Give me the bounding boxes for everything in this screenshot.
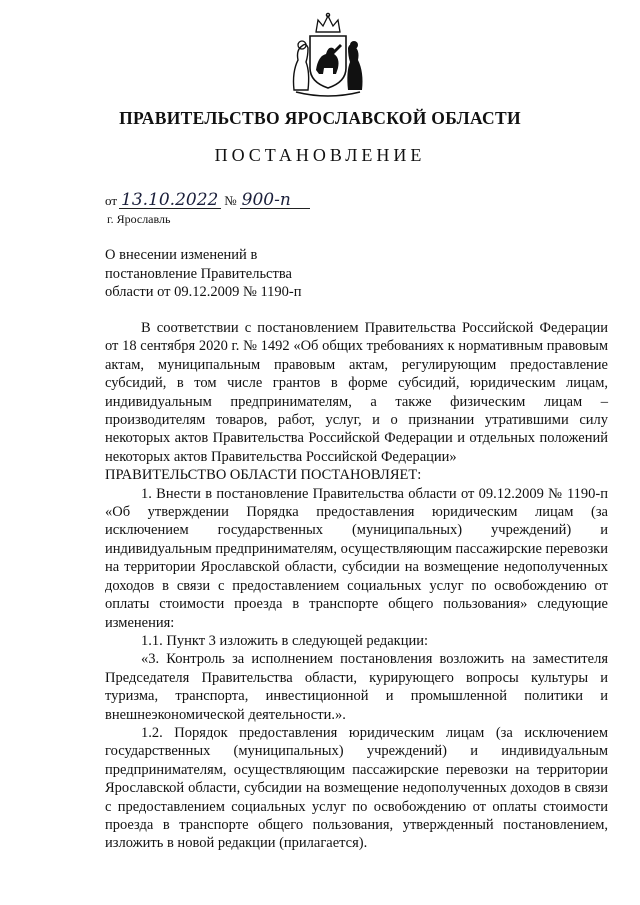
coat-of-arms-emblem <box>288 12 368 98</box>
item-1-1-paragraph: 1.1. Пункт 3 изложить в следующей редакции: <box>141 632 429 649</box>
document-body <box>105 319 608 853</box>
resolution-heading: ПРАВИТЕЛЬСТВО ОБЛАСТИ ПОСТАНОВЛЯЕТ: <box>105 467 422 484</box>
subject-line: постановление Правительства <box>105 265 292 282</box>
from-label: от <box>105 193 118 208</box>
document-number: 900-п <box>240 192 310 209</box>
issue-date: 13.10.2022 <box>119 192 221 209</box>
document-type: ПОСТАНОВЛЕНИЕ <box>214 145 426 165</box>
subject-line: О внесении изменений в <box>105 247 258 263</box>
subject-line: области от 09.12.2009 № 1190-п <box>105 284 302 300</box>
issue-line <box>105 192 310 209</box>
item-1-2-paragraph: 1.2. Порядок предоставления юридическим лицам (за исключением государственных (муниципальных) учреждений) и индивидуальным предпринимателям, осуществляющим пассажирские перевозки на территории Ярославской области, субсидии на возмещение недополученных доходов в связи с предоставлением социальных услуг по освобождению от оплаты стоимости проезда в транспорте общего пользования, утвержденный постановлением, изложить в новой редакции (прилагается). <box>105 724 608 852</box>
number-label: № <box>224 193 237 208</box>
document-subject <box>105 246 302 302</box>
item-1-1-quote-paragraph: «3. Контроль за исполнением постановления возложить на заместителя Председателя Правительства области, курирующего вопросы культуры и туризма, транспорта, инвестиционной и промышленной политики и внешнеэкономической деятельности.». <box>105 651 608 723</box>
city: г. Ярославль <box>107 212 171 226</box>
government-title: ПРАВИТЕЛЬСТВО ЯРОСЛАВСКОЙ ОБЛАСТИ <box>119 108 521 128</box>
item-1-paragraph: 1. Внести в постановление Правительства области от 09.12.2009 № 1190-п «Об утверждении Порядка предоставления юридическим лицам (за исключением государственных (муниципальных) учреждений) и индивидуальным предпринимателям, осуществляющим пассажирские перевозки на территории Ярославской области, субсидии на возмещение недополученных доходов в связи с предоставлением социальных услуг по освобождению от оплаты стоимости проезда в транспорте общего пользования» следующие изменения: <box>105 485 608 631</box>
preamble-paragraph: В соответствии с постановлением Правительства Российской Федерации от 18 сентября 2020 г. № 1492 «Об общих требованиях к нормативным правовым актам, муниципальным правовым актам, регулирующим предоставление субсидий, в том числе грантов в форме субсидий, юридическим лицам, индивидуальным предпринимателям, а также физическим лицам – производителям товаров, работ, услуг, и о признании утратившими силу некоторых актов Правительства Российской Федерации и отдельных положений некоторых актов Правительства Российской Федерации» <box>105 320 608 465</box>
